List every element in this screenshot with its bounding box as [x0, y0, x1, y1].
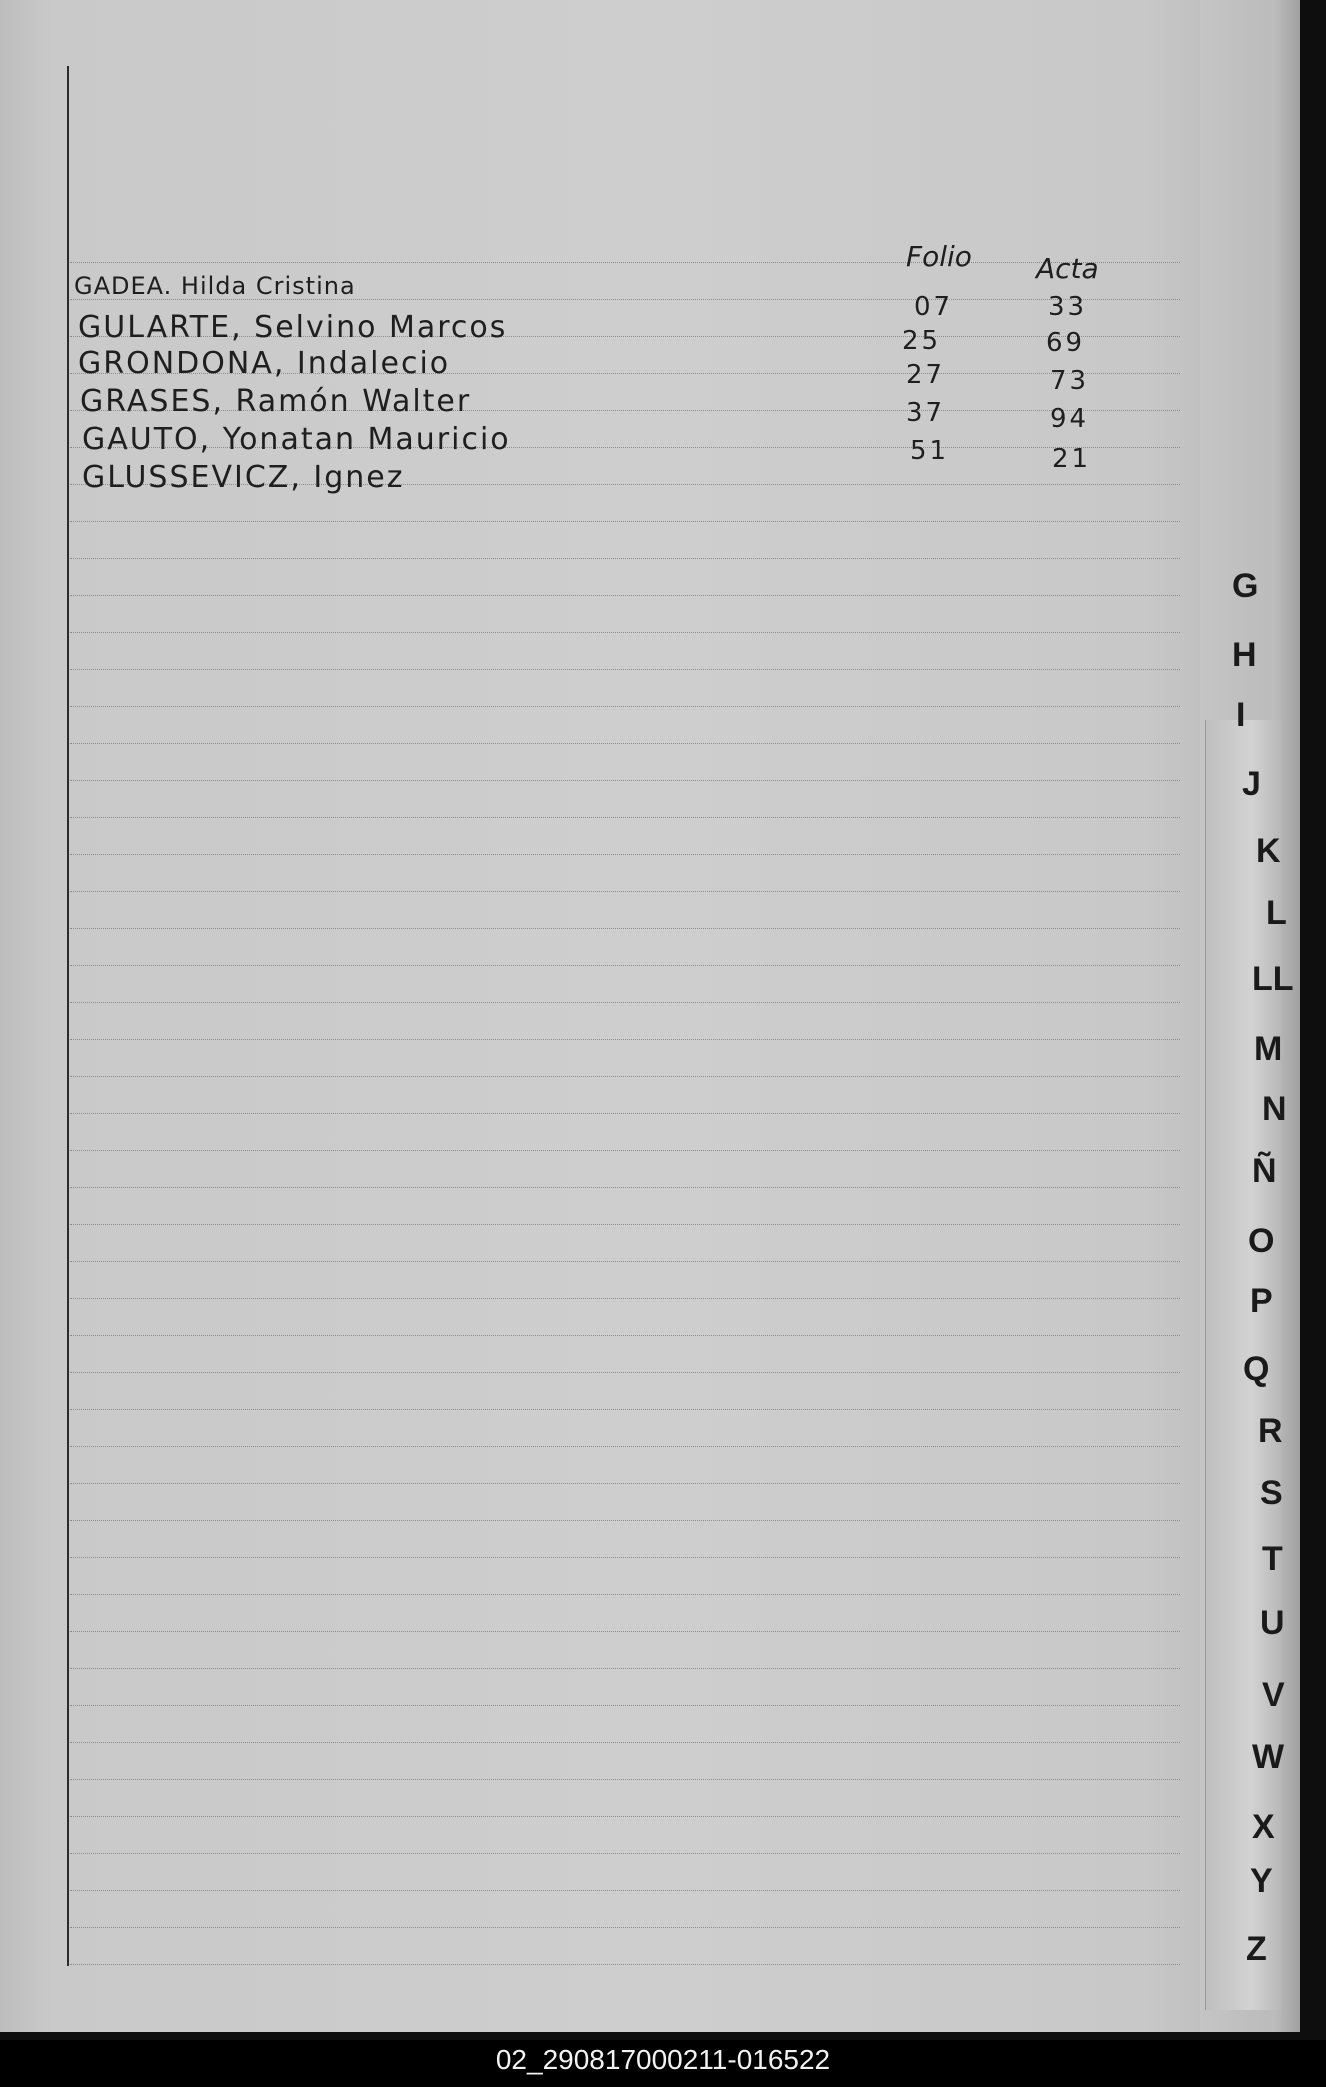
ruled-line	[70, 1668, 1180, 1669]
entry-name: GRONDONA, Indalecio	[78, 346, 451, 381]
index-tab-t: T	[1262, 1540, 1283, 1578]
ruled-line	[70, 1557, 1180, 1558]
entry-acta: 94	[1050, 404, 1090, 434]
index-tab-w: W	[1252, 1738, 1285, 1776]
ruled-lines	[70, 0, 1180, 2000]
index-tab-n: N	[1262, 1090, 1287, 1128]
file-id: 02_290817000211-016522	[495, 2044, 831, 2075]
index-tab-i: I	[1236, 696, 1246, 734]
ruled-line	[70, 262, 1180, 263]
index-tab-v: V	[1262, 1676, 1285, 1714]
ruled-line	[70, 1520, 1180, 1521]
entry-name: GRASES, Ramón Walter	[80, 384, 472, 419]
entry-acta: 21	[1052, 444, 1092, 474]
index-tab-h: H	[1232, 636, 1257, 674]
ruled-line	[70, 632, 1180, 633]
index-tab-o: O	[1248, 1222, 1275, 1260]
ruled-line	[70, 1335, 1180, 1336]
ruled-line	[70, 521, 1180, 522]
entry-acta: 73	[1050, 366, 1090, 396]
ruled-line	[70, 1446, 1180, 1447]
margin-line	[67, 66, 69, 1966]
ruled-line	[70, 1816, 1180, 1817]
index-tab-z: Z	[1246, 1930, 1267, 1968]
index-tab-g: G	[1232, 567, 1259, 605]
entry-folio: 51	[910, 436, 950, 466]
ruled-line	[70, 817, 1180, 818]
ruled-line	[70, 1409, 1180, 1410]
ruled-line	[70, 669, 1180, 670]
ruled-line	[70, 1076, 1180, 1077]
ruled-line	[70, 854, 1180, 855]
entry-acta: 69	[1046, 328, 1086, 358]
ruled-line	[70, 1224, 1180, 1225]
entry-name: GULARTE, Selvino Marcos	[78, 310, 508, 345]
index-tab-q: Q	[1243, 1350, 1270, 1388]
folio-header: Folio	[906, 240, 972, 273]
ruled-line	[70, 1964, 1180, 1965]
entry-acta: 33	[1048, 292, 1088, 322]
index-tab-j: J	[1242, 765, 1261, 803]
ruled-line	[70, 1150, 1180, 1151]
ruled-line	[70, 965, 1180, 966]
ruled-line	[70, 1779, 1180, 1780]
ruled-line	[70, 1890, 1180, 1891]
index-tab-m: M	[1254, 1030, 1283, 1068]
index-tab-y: Y	[1250, 1862, 1273, 1900]
ruled-line	[70, 1039, 1180, 1040]
ruled-line	[70, 1113, 1180, 1114]
ruled-line	[70, 1594, 1180, 1595]
ruled-line	[70, 928, 1180, 929]
entry-name: GLUSSEVICZ, Ignez	[82, 460, 405, 495]
ruled-line	[70, 743, 1180, 744]
ruled-line	[70, 1705, 1180, 1706]
index-tab-s: S	[1260, 1474, 1283, 1512]
ruled-line	[70, 1853, 1180, 1854]
ruled-line	[70, 1631, 1180, 1632]
index-tab-u: U	[1260, 1604, 1285, 1642]
ruled-line	[70, 1927, 1180, 1928]
ruled-line	[70, 1483, 1180, 1484]
entry-folio: 37	[906, 398, 946, 428]
ruled-line	[70, 1742, 1180, 1743]
ruled-line	[70, 780, 1180, 781]
index-tab-ll: LL	[1252, 960, 1294, 998]
entry-folio: 27	[906, 360, 946, 390]
acta-header: Acta	[1036, 252, 1099, 285]
entry-name: GAUTO, Yonatan Mauricio	[82, 422, 511, 457]
index-tab-l: L	[1266, 894, 1287, 932]
entry-name: GADEA. Hilda Cristina	[74, 272, 356, 300]
ruled-line	[70, 706, 1180, 707]
index-tab-r: R	[1258, 1412, 1283, 1450]
index-tab-k: K	[1256, 832, 1281, 870]
ruled-line	[70, 558, 1180, 559]
ruled-line	[70, 1261, 1180, 1262]
ruled-line	[70, 1298, 1180, 1299]
index-tab-ñ: Ñ	[1252, 1152, 1277, 1190]
ruled-line	[70, 1187, 1180, 1188]
index-tab-p: P	[1250, 1282, 1273, 1320]
ruled-line	[70, 1002, 1180, 1003]
entry-folio: 25	[902, 326, 942, 356]
ruled-line	[70, 1372, 1180, 1373]
entry-folio: 07	[914, 292, 954, 322]
index-tab-x: X	[1252, 1808, 1275, 1846]
ruled-line	[70, 595, 1180, 596]
ruled-line	[70, 891, 1180, 892]
